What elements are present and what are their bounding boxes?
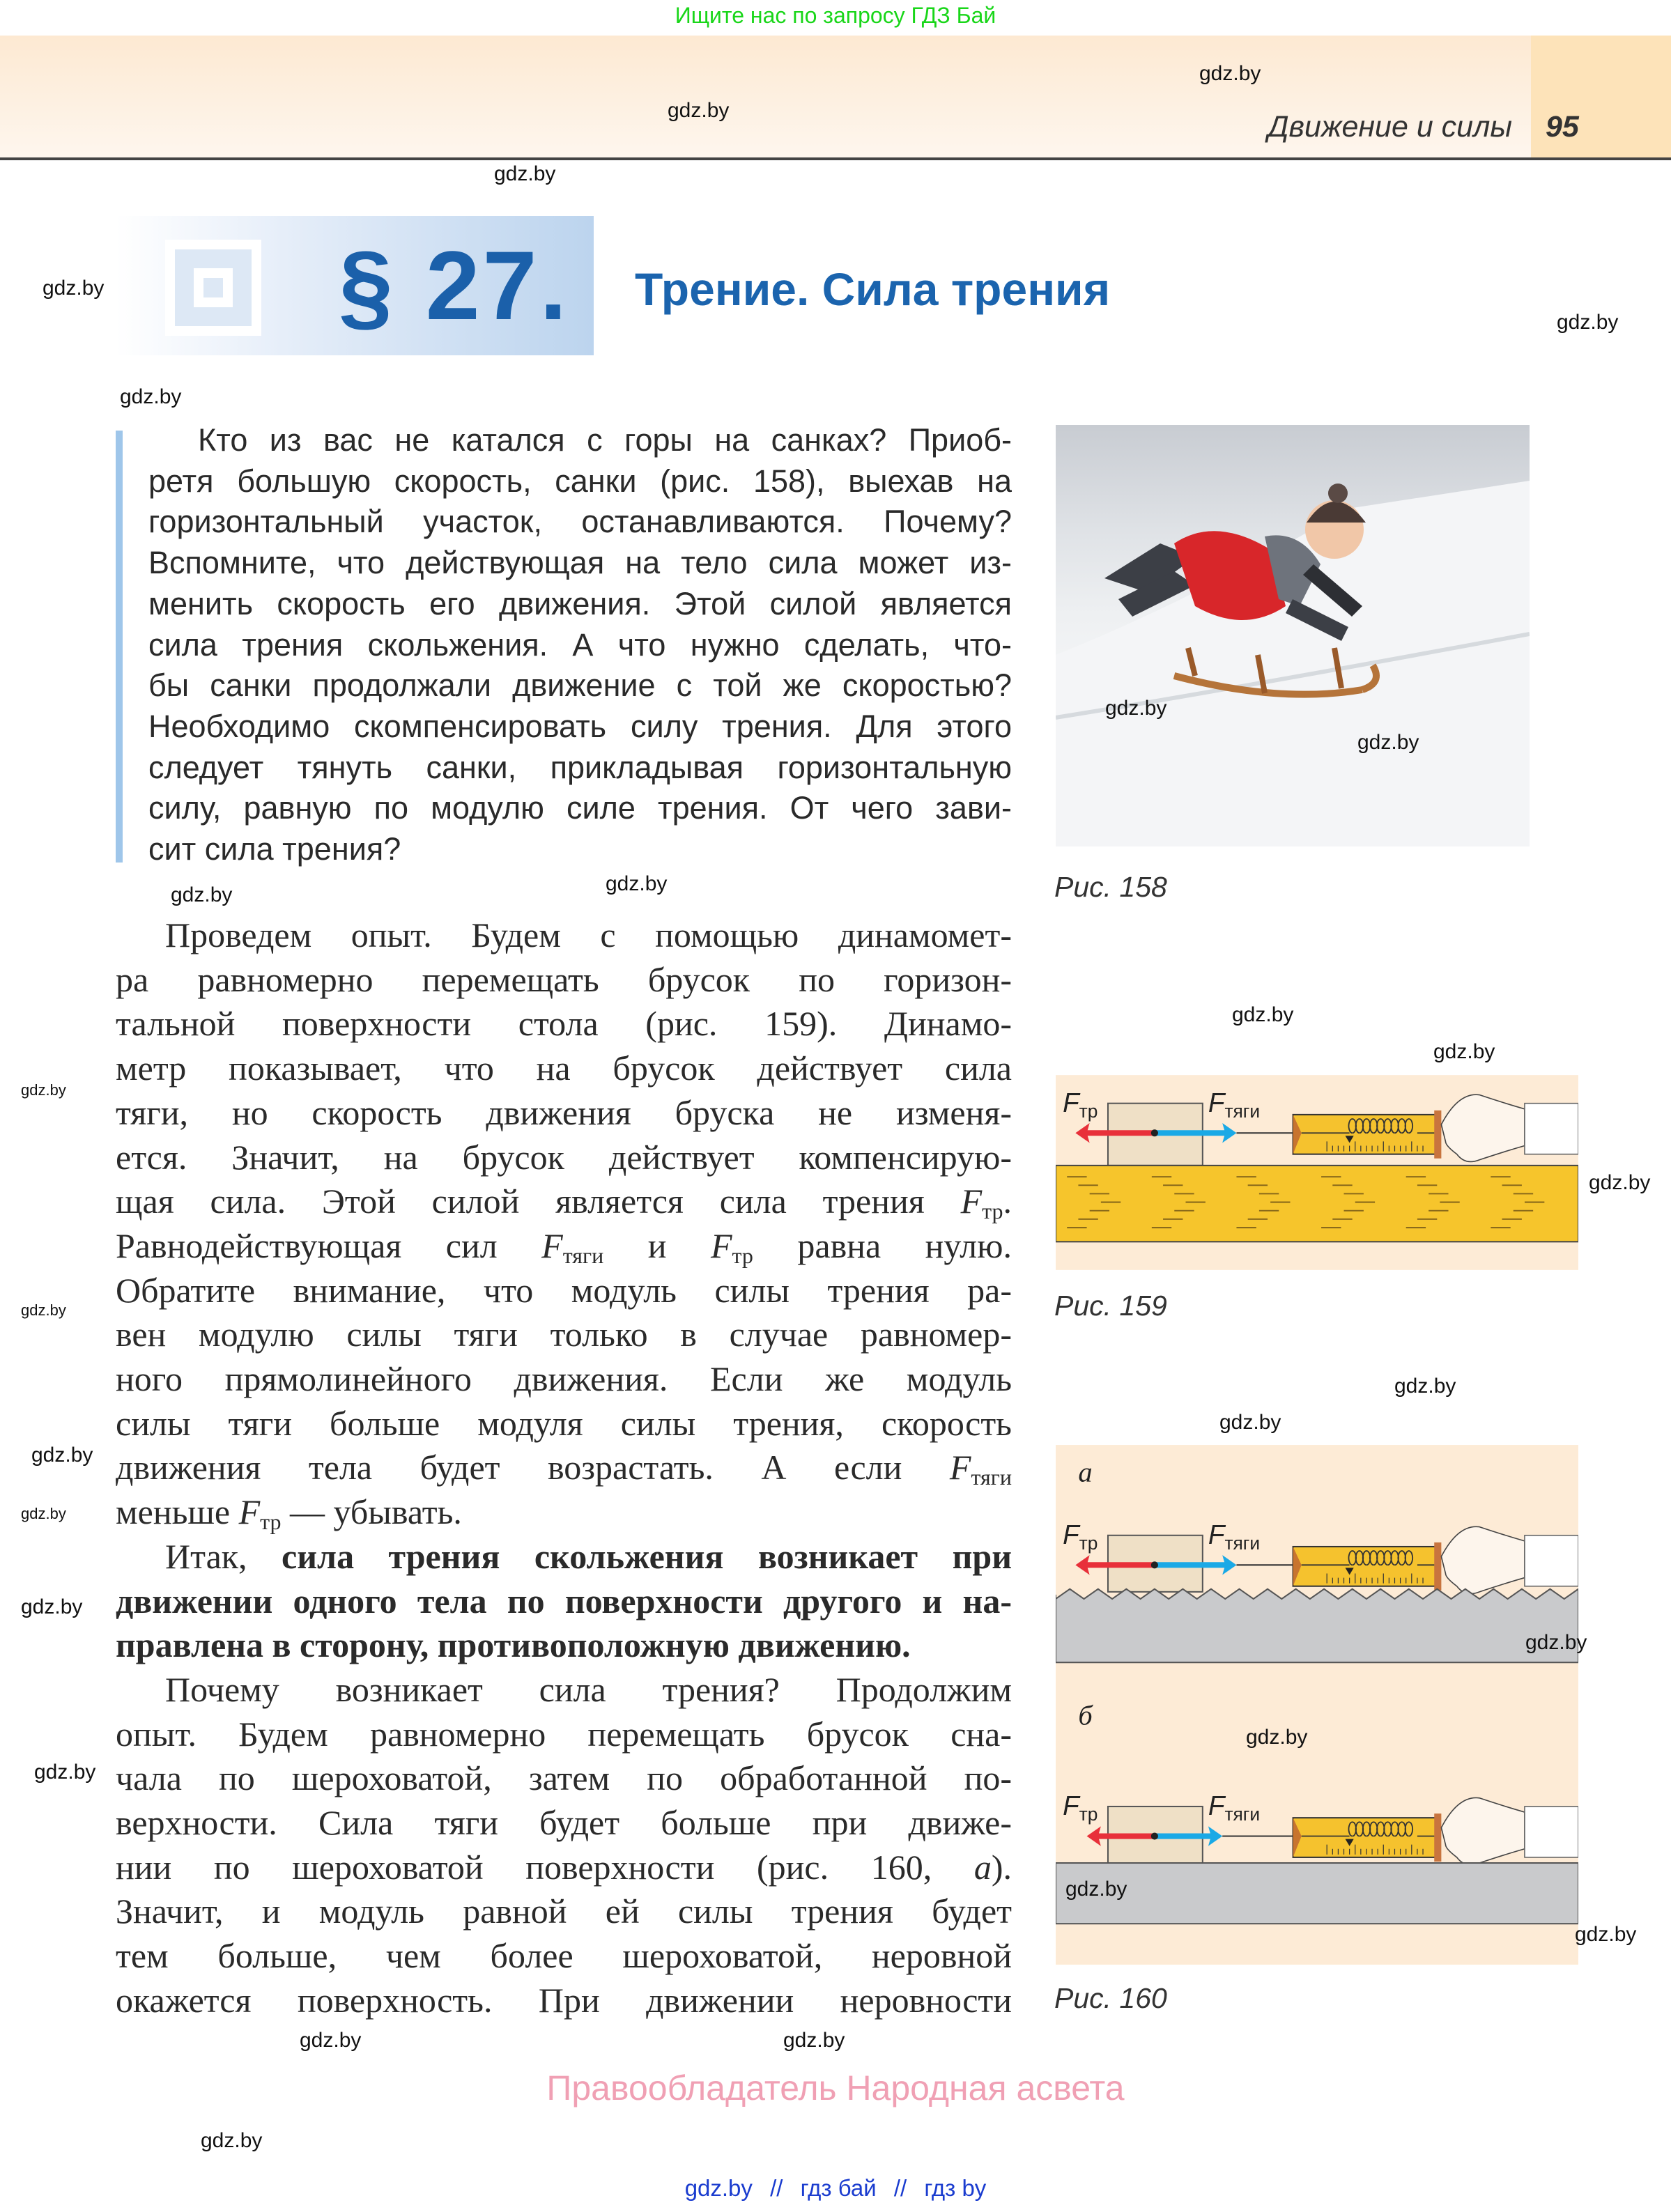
fig160-caption: Рис. 160 xyxy=(1054,1982,1167,2014)
body-line xyxy=(116,1889,1012,1933)
body-line xyxy=(116,1135,1012,1180)
intro-line: Необходимо скомпенсировать силу трения. Для этого xyxy=(148,708,1012,744)
force-symbol: F xyxy=(710,1225,732,1265)
fig158-caption: Рис. 158 xyxy=(1054,871,1167,903)
force-subscript: тр xyxy=(1079,1804,1098,1825)
watermark: gdz.by xyxy=(43,277,105,300)
force-symbol: а xyxy=(973,1847,992,1887)
body-line xyxy=(116,1623,1012,1667)
rough-surface xyxy=(1056,1589,1578,1662)
body-line xyxy=(116,957,1012,1002)
snow-slope xyxy=(1056,481,1530,846)
text-segment: щая сила. Этой силой является сила трения xyxy=(116,1182,961,1221)
watermark: gdz.by xyxy=(494,162,556,185)
text-segment: тальной поверхности стола (рис. 159). Динамо- xyxy=(116,1004,1012,1044)
watermark: gdz.by xyxy=(1557,311,1619,334)
watermark: gdz.by xyxy=(1357,731,1419,754)
watermark: gdz.by xyxy=(1575,1923,1637,1946)
watermark: gdz.by xyxy=(606,872,668,895)
text-segment: движения тела будет возрастать. А если xyxy=(116,1448,950,1487)
intro-line: бы санки продолжали движение с той же скоростью? xyxy=(148,667,1012,704)
top-banner: Ищите нас по запросу ГДЗ Бай xyxy=(675,3,996,28)
text-segment: равна нулю. xyxy=(753,1225,1012,1265)
text-segment: метр показывает, что на брусок действует сила xyxy=(116,1049,1012,1088)
force-symbol: F xyxy=(1208,1519,1225,1550)
force-subscript: тр xyxy=(1079,1100,1098,1122)
watermark: gdz.by xyxy=(668,99,730,122)
force-subscript: тр xyxy=(260,1509,282,1535)
text-segment: силы тяги больше модуля силы трения, скорость xyxy=(116,1403,1012,1443)
watermark: gdz.by xyxy=(120,385,182,408)
dynamometer-body xyxy=(1293,1818,1438,1857)
watermark: gdz.by xyxy=(1105,697,1167,720)
intro-line: следует тянуть санки, прикладывая горизонтальную xyxy=(148,749,1012,785)
section-number: § 27. xyxy=(339,231,570,340)
footer-separator: // xyxy=(893,2175,907,2201)
footer-link-gdz-by-ru[interactable]: гдз by xyxy=(924,2175,987,2201)
text-segment: ного прямолинейного движения. Если же модуль xyxy=(116,1359,1012,1398)
text-segment: тяги, но скорость движения бруска не изменя- xyxy=(116,1092,1012,1132)
fig159-caption: Рис. 159 xyxy=(1054,1290,1167,1322)
watermark: gdz.by xyxy=(300,2029,362,2052)
text-segment: ). xyxy=(991,1847,1012,1887)
text-segment: ра равномерно перемещать брусок по горизон- xyxy=(116,959,1012,999)
force-subscript: тяги xyxy=(971,1464,1012,1490)
dynamometer-end-plate xyxy=(1434,1111,1441,1159)
text-segment: вен модулю силы тяги только в случае равномер- xyxy=(116,1315,1012,1354)
copyright-notice: Правообладатель Народная асвета xyxy=(546,2068,1125,2107)
watermark: gdz.by xyxy=(21,1505,66,1522)
body-line xyxy=(116,1356,1012,1401)
body-line xyxy=(116,1312,1012,1356)
text-segment: опыт. Будем равномерно перемещать брусок сна- xyxy=(116,1714,1012,1754)
footer-separator: // xyxy=(770,2175,783,2201)
watermark: gdz.by xyxy=(1246,1726,1308,1749)
body-line xyxy=(116,1046,1012,1090)
watermark: gdz.by xyxy=(1065,1878,1127,1901)
force-application-point xyxy=(1151,1832,1158,1839)
watermark: gdz.by xyxy=(783,2029,845,2052)
part-a-label: а xyxy=(1078,1456,1093,1488)
force-symbol: F xyxy=(238,1492,261,1532)
body-line xyxy=(116,1756,1012,1800)
fig160-rough-and-smooth-surfaces xyxy=(1056,1445,1578,1965)
text-segment: Значит, и модуль равной ей силы трения будет xyxy=(116,1892,1012,1931)
footer-link-gdz-by[interactable]: gdz.by xyxy=(684,2175,753,2201)
force-symbol: F xyxy=(949,1448,971,1487)
watermark: gdz.by xyxy=(1394,1375,1456,1398)
body-line xyxy=(116,1223,1012,1268)
force-symbol: F xyxy=(1063,1088,1079,1118)
dynamometer-body xyxy=(1293,1115,1438,1154)
section-title: Трение. Сила трения xyxy=(635,263,1111,315)
body-line xyxy=(116,1179,1012,1223)
text-segment: и xyxy=(603,1225,711,1265)
force-symbol: F xyxy=(1208,1088,1225,1118)
force-symbol: F xyxy=(1063,1791,1079,1822)
force-subscript: тяги xyxy=(1224,1533,1261,1554)
watermark: gdz.by xyxy=(21,1595,83,1618)
intro-line: ретя большую скорость, санки (рис. 158), выехав на xyxy=(148,463,1012,499)
body-line xyxy=(165,1534,1012,1579)
sleeve xyxy=(1525,1104,1578,1154)
body-line xyxy=(116,1268,1012,1313)
body-line xyxy=(165,1667,1012,1712)
force-subscript: тяги xyxy=(562,1242,604,1268)
text-segment: нии по шероховатой поверхности (рис. 160, xyxy=(116,1847,974,1887)
force-symbol: F xyxy=(541,1225,563,1265)
footer-link-gdz-bai[interactable]: гдз бай xyxy=(800,2175,877,2201)
text-segment: тем больше, чем более шероховатой, неровной xyxy=(116,1936,1012,1976)
text-segment: верхности. Сила тяги будет больше при движе- xyxy=(116,1803,1012,1842)
text-segment: ется. Значит, на брусок действует компенсирую- xyxy=(116,1137,1012,1177)
text-segment: меньше xyxy=(116,1492,239,1532)
intro-line: сила трения скольжения. А что нужно сделать, что- xyxy=(148,626,1012,663)
body-line xyxy=(116,1090,1012,1135)
footer-links xyxy=(0,2175,1671,2202)
fig159-dynamometer-on-table xyxy=(1056,1075,1578,1270)
dynamometer-body xyxy=(1293,1547,1438,1586)
header-divider xyxy=(0,157,1671,160)
text-segment: чала по шероховатой, затем по обработанной по- xyxy=(116,1758,1012,1798)
body-line xyxy=(116,1490,1012,1534)
dynamometer-end-plate xyxy=(1434,1813,1441,1862)
intro-accent-bar xyxy=(116,431,123,863)
body-line xyxy=(116,1978,1012,2022)
bold-definition: правлена в сторону, противоположную движению. xyxy=(116,1625,911,1665)
force-symbol: F xyxy=(1063,1519,1079,1550)
intro-line: силу, равную по модулю силе трения. От чего зави- xyxy=(148,790,1012,826)
sledding-photo-illustration xyxy=(1056,425,1530,846)
sledding-photo xyxy=(1056,425,1530,846)
text-segment: — убывать. xyxy=(281,1492,462,1532)
force-application-point xyxy=(1151,1561,1158,1568)
watermark: gdz.by xyxy=(1433,1040,1495,1063)
body-line xyxy=(116,1845,1012,1889)
body-line xyxy=(116,1401,1012,1446)
dynamometer-end-plate xyxy=(1434,1542,1441,1591)
smooth-surface xyxy=(1056,1863,1578,1924)
force-subscript: тяги xyxy=(1224,1804,1261,1825)
watermark: gdz.by xyxy=(201,2129,263,2152)
body-line xyxy=(116,1933,1012,1978)
watermark: gdz.by xyxy=(1199,62,1261,85)
body-line xyxy=(116,1579,1012,1623)
body-line xyxy=(116,1800,1012,1845)
watermark: gdz.by xyxy=(1219,1411,1281,1434)
text-segment: Почему возникает сила трения? Продолжим xyxy=(165,1669,1012,1709)
text-segment: Обратите внимание, что модуль силы трения ра- xyxy=(116,1270,1012,1310)
intro-line: горизонтальный участок, останавливаются. Почему? xyxy=(148,504,1012,540)
page-number: 95 xyxy=(1546,110,1579,144)
force-application-point xyxy=(1151,1129,1158,1136)
watermark: gdz.by xyxy=(1232,1003,1294,1026)
chapter-title: Движение и силы xyxy=(1268,110,1512,144)
part-b-label: б xyxy=(1078,1699,1093,1731)
text-segment: Проведем опыт. Будем с помощью динамомет- xyxy=(165,915,1012,954)
watermark: gdz.by xyxy=(21,1081,66,1099)
body-line xyxy=(165,913,1012,957)
sleeve xyxy=(1525,1807,1578,1857)
intro-line: Кто из вас не катался с горы на санках? Приоб- xyxy=(198,422,1012,458)
body-line xyxy=(116,1712,1012,1756)
bold-definition: движении одного тела по поверхности другого и на- xyxy=(116,1581,1012,1621)
intro-line: сит сила трения? xyxy=(148,831,401,867)
intro-line: менить скорость его движения. Этой силой является xyxy=(148,585,1012,621)
watermark: gdz.by xyxy=(21,1301,66,1319)
sleeve xyxy=(1525,1536,1578,1586)
text-segment: Итак, xyxy=(165,1536,282,1576)
bold-definition: сила трения скольжения возникает при xyxy=(282,1536,1012,1576)
watermark: gdz.by xyxy=(31,1444,93,1467)
force-subscript: тяги xyxy=(1224,1100,1261,1122)
watermark: gdz.by xyxy=(1525,1631,1587,1654)
intro-line: Вспомните, что действующая на тело сила может из- xyxy=(148,545,1012,581)
watermark: gdz.by xyxy=(171,883,233,906)
body-line xyxy=(116,1001,1012,1046)
text-segment: окажется поверхность. При движении неровности xyxy=(116,1980,1012,2020)
force-symbol: F xyxy=(1208,1791,1225,1822)
watermark: gdz.by xyxy=(34,1761,96,1784)
force-subscript: тр xyxy=(1079,1533,1098,1554)
force-symbol: F xyxy=(960,1182,983,1221)
watermark: gdz.by xyxy=(1589,1171,1651,1194)
force-subscript: тр xyxy=(732,1242,753,1268)
text-segment: . xyxy=(1003,1182,1012,1221)
force-subscript: тр xyxy=(982,1198,1003,1224)
text-segment: Равнодействующая сил xyxy=(116,1225,542,1265)
section-square-icon-core xyxy=(203,278,223,297)
body-line xyxy=(116,1445,1012,1490)
